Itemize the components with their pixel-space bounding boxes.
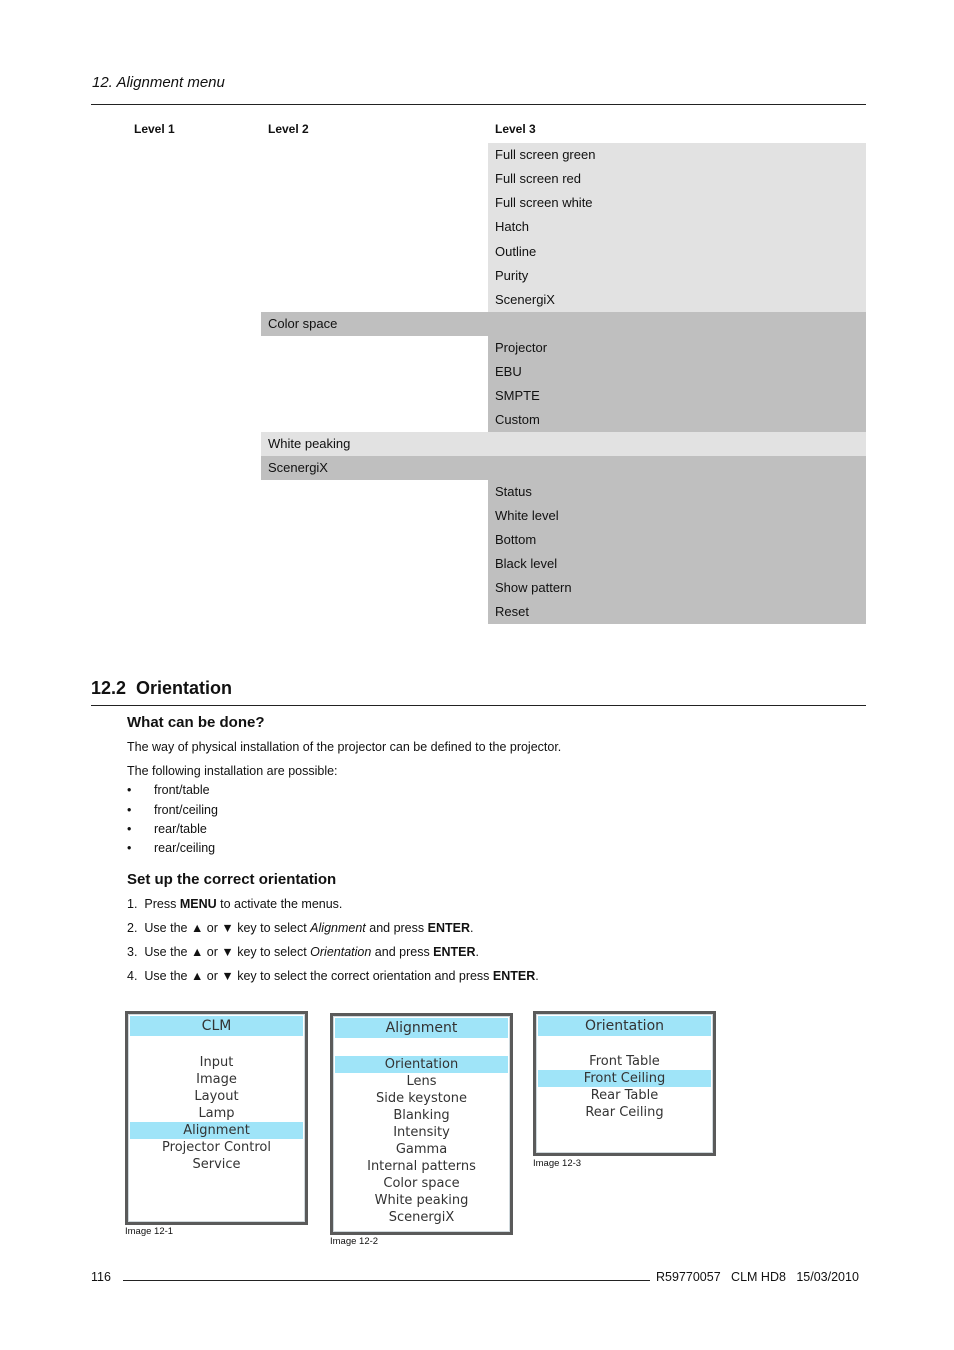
footer-rule <box>123 1280 650 1281</box>
bullet-icon: • <box>127 822 132 836</box>
step-text: Press <box>144 897 180 911</box>
bullet-icon: • <box>127 841 132 855</box>
col-header-level2: Level 2 <box>268 122 309 136</box>
menu-item: Layout <box>194 1089 239 1104</box>
table-cell: Projector <box>495 340 548 355</box>
menu-title-bar: Orientation <box>538 1016 711 1036</box>
table-cell: Full screen red <box>495 171 581 186</box>
menu-item-selected: Alignment <box>130 1122 303 1139</box>
menu-title-bar: CLM <box>130 1016 303 1036</box>
step-item <box>127 969 539 983</box>
menu-item: Blanking <box>393 1108 450 1123</box>
header-rule <box>91 104 866 105</box>
menu-item: Rear Table <box>590 1088 659 1103</box>
section-title: 12.2 Orientation <box>91 678 233 698</box>
menu-item: Front Table <box>589 1054 660 1069</box>
table-cell: Show pattern <box>495 580 572 595</box>
table-cell-level2: White peaking <box>268 436 351 451</box>
menu-item: ScenergiX <box>388 1210 455 1225</box>
step-key: ENTER <box>433 945 476 959</box>
menu-item: Gamma <box>395 1142 448 1157</box>
menu-item: White peaking <box>374 1193 469 1208</box>
step-number: 1. <box>127 897 138 911</box>
menu-item: Lamp <box>198 1106 235 1121</box>
paragraph: The following installation are possible: <box>127 764 338 778</box>
step-item <box>127 897 342 911</box>
menu-item: Rear Ceiling <box>585 1105 664 1120</box>
table-cell: Hatch <box>495 219 529 234</box>
bullet-icon: • <box>127 783 132 797</box>
what-can-be-done-heading: What can be done? <box>127 714 265 731</box>
list-item-text: front/table <box>154 783 210 797</box>
table-cell: Full screen white <box>495 195 593 210</box>
orientation-menu-screenshot <box>533 1011 716 1156</box>
table-cell: Black level <box>495 556 558 571</box>
menu-item: Image <box>196 1072 237 1087</box>
table-cell-level2: ScenergiX <box>268 460 328 475</box>
table-cell: EBU <box>495 364 522 379</box>
table-cell: Status <box>495 484 532 499</box>
chapter-title: 12. Alignment menu <box>92 74 225 91</box>
step-text: . <box>535 969 539 983</box>
list-item-text: rear/ceiling <box>154 841 216 855</box>
image-caption: Image 12-1 <box>125 1226 174 1237</box>
menu-item: Service <box>192 1157 241 1172</box>
step-text: Use the ▲ or ▼ key to select <box>144 945 311 959</box>
step-number: 4. <box>127 969 138 983</box>
list-item-text: front/ceiling <box>154 803 218 817</box>
menu-title-bar: Alignment <box>335 1018 508 1038</box>
list-item-text: rear/table <box>154 822 207 836</box>
step-text: to activate the menus. <box>216 897 343 911</box>
table-cell: Custom <box>495 412 540 427</box>
step-text: . <box>475 945 480 959</box>
table-cell: Outline <box>495 244 537 259</box>
table-cell: White level <box>495 508 559 523</box>
col-header-level1: Level 1 <box>134 122 175 136</box>
step-item <box>127 921 473 935</box>
menu-item: Intensity <box>393 1125 450 1140</box>
menu-item: Internal patterns <box>367 1159 476 1174</box>
table-cell-level2: Color space <box>268 316 338 331</box>
step-key: ENTER <box>492 969 536 983</box>
step-key: ENTER <box>427 921 470 935</box>
row-white-peaking <box>261 432 866 456</box>
step-text: . <box>469 921 474 935</box>
step-menu-name: Alignment <box>310 921 366 935</box>
row-color-space <box>261 312 866 336</box>
col-header-level3: Level 3 <box>495 122 536 136</box>
step-key: MENU <box>179 897 217 911</box>
menu-item: Projector Control <box>162 1140 271 1155</box>
step-menu-name: Orientation <box>310 945 372 959</box>
menu-item-selected: Front Ceiling <box>538 1070 711 1087</box>
menu-item: Color space <box>383 1176 460 1191</box>
step-item <box>127 945 479 959</box>
table-cell: Full screen green <box>495 147 596 162</box>
paragraph: The way of physical installation of the projector can be defined to the projector. <box>127 740 562 754</box>
step-text: Use the ▲ or ▼ key to select <box>144 921 311 935</box>
step-text: and press <box>365 921 428 935</box>
step-number: 3. <box>127 945 138 959</box>
table-cell: Reset <box>495 604 529 619</box>
table-cell: ScenergiX <box>495 292 555 307</box>
step-number: 2. <box>127 921 138 935</box>
menu-item: Side keystone <box>375 1091 468 1106</box>
setup-heading: Set up the correct orientation <box>127 871 337 888</box>
image-caption: Image 12-3 <box>533 1158 582 1169</box>
table-cell: Bottom <box>495 532 537 547</box>
page-number: 116 <box>91 1270 111 1284</box>
bullet-icon: • <box>127 803 132 817</box>
step-text: Use the ▲ or ▼ key to select the correct orientation and press <box>144 969 493 983</box>
menu-item: Input <box>199 1055 234 1070</box>
menu-item-selected: Orientation <box>335 1056 508 1073</box>
section-rule <box>91 705 866 706</box>
step-text: and press <box>371 945 434 959</box>
image-caption: Image 12-2 <box>330 1236 379 1247</box>
menu-item: Lens <box>406 1074 437 1089</box>
table-cell: Purity <box>495 268 529 283</box>
row-scenergix <box>261 456 866 480</box>
document-reference: R59770057 CLM HD8 15/03/2010 <box>656 1270 859 1284</box>
table-cell: SMPTE <box>495 388 540 403</box>
alignment-menu-screenshot <box>330 1013 513 1235</box>
clm-menu-screenshot <box>125 1011 308 1225</box>
